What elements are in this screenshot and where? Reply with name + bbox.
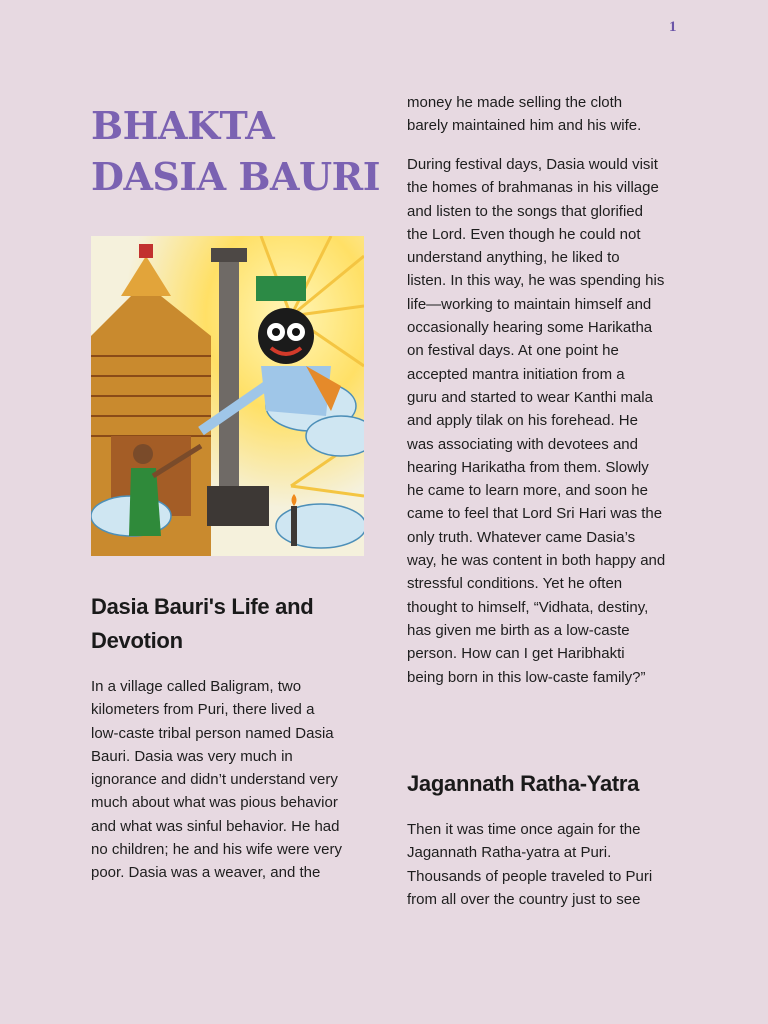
text-line: came to feel that Lord Sri Hari was the (407, 505, 663, 523)
text-line: barely maintained him and his wife. (407, 117, 642, 135)
text-line: ignorance and didn’t understand very (91, 771, 338, 789)
text-line: life—working to maintain himself and (407, 295, 652, 313)
text-line: only truth. Whatever came Dasia’s (407, 528, 636, 546)
paragraph-baligram (91, 675, 371, 885)
text-line: During festival days, Dasia would visit (407, 156, 658, 173)
heading-line: Dasia Bauri's Life and (91, 594, 314, 619)
title-line: BHAKTA (91, 103, 275, 148)
jagannath-illustration (91, 236, 364, 556)
text-line: he came to learn more, and soon he (407, 482, 648, 500)
text-line: from all over the country just to see (407, 890, 641, 908)
text-line: kilometers from Puri, there lived a (91, 701, 315, 719)
paragraph-festival-days (407, 153, 687, 689)
text-line: understand anything, he liked to (407, 249, 620, 267)
page-title (91, 100, 381, 202)
heading-line: Devotion (91, 628, 183, 653)
text-line: has given me birth as a low-caste (407, 621, 630, 639)
text-line: stressful conditions. Yet he often (407, 575, 623, 593)
text-line: money he made selling the cloth (407, 94, 623, 111)
text-line: and listen to the songs that glorified (407, 202, 643, 220)
text-line: on festival days. At one point he (407, 342, 619, 360)
text-line: much about what was pious behavior (91, 794, 338, 812)
text-line: person. How can I get Haribhakti (407, 645, 625, 663)
text-line: thought to himself, “Vidhata, destiny, (407, 598, 649, 616)
text-line: Thousands of people traveled to Puri (407, 867, 653, 885)
text-line: and apply tilak on his forehead. He (407, 412, 638, 430)
text-line: accepted mantra initiation from a (407, 365, 625, 383)
title-line: DASIA BAURI (91, 154, 380, 199)
text-line: guru and started to wear Kanthi mala (407, 388, 653, 406)
text-line: Then it was time once again for the (407, 821, 641, 838)
text-line: way, he was content in both happy and (407, 552, 666, 570)
paragraph-ratha-yatra (407, 818, 687, 911)
text-line: no children; he and his wife were very (91, 841, 342, 859)
text-line: Jagannath Ratha-yatra at Puri. (407, 844, 612, 862)
text-line: being born in this low-caste family?” (407, 668, 646, 686)
text-line: hearing Harikatha from them. Slowly (407, 458, 649, 476)
section-heading-life-devotion (91, 590, 371, 658)
text-line: In a village called Baligram, two (91, 678, 302, 695)
text-line: low-caste tribal person named Dasia (91, 724, 334, 742)
text-line: listen. In this way, he was spending his (407, 272, 665, 290)
text-line: the Lord. Even though he could not (407, 225, 641, 243)
text-line: and what was sinful behavior. He had (91, 817, 340, 835)
text-line: Bauri. Dasia was very much in (91, 747, 293, 765)
text-line: the homes of brahmanas in his village (407, 179, 659, 197)
page-number: 1 (669, 19, 677, 35)
text-line: was associating with devotees and (407, 435, 638, 453)
text-line: occasionally hearing some Harikatha (407, 319, 653, 337)
text-line: poor. Dasia was a weaver, and the (91, 864, 321, 882)
section-heading-ratha-yatra: Jagannath Ratha-Yatra (407, 771, 640, 796)
paragraph-continuation (407, 91, 687, 138)
